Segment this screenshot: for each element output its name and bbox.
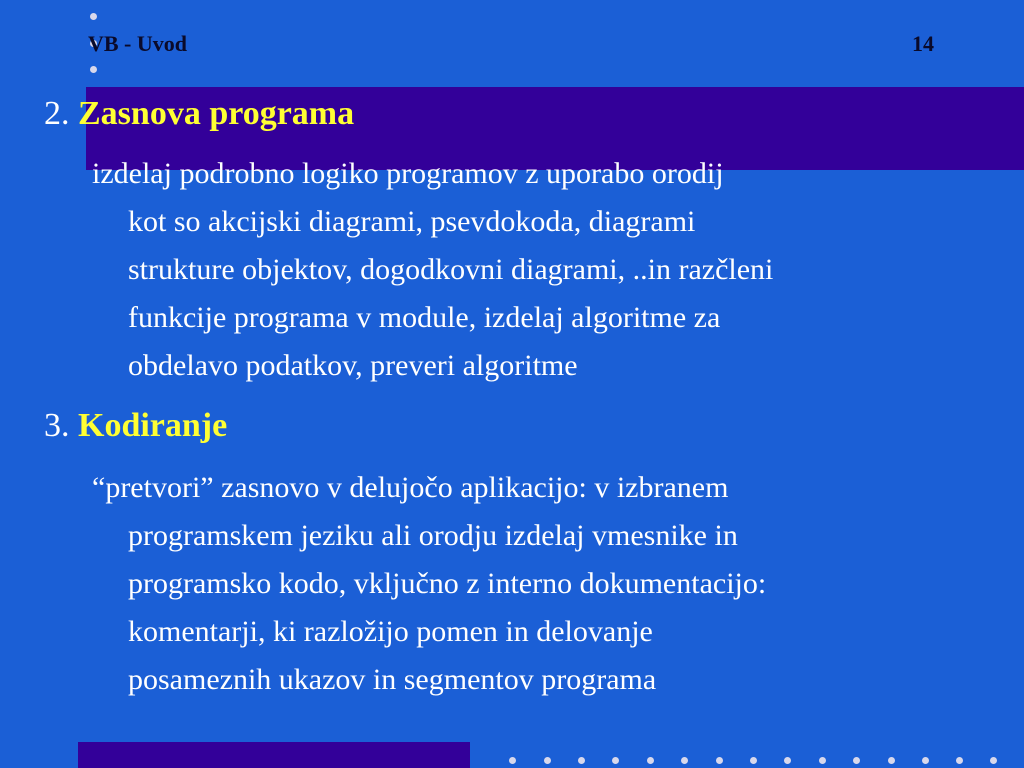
decor-dot [647, 757, 654, 764]
decor-dot [819, 757, 826, 764]
decor-dot [784, 757, 791, 764]
section-title: Kodiranje [78, 407, 228, 444]
body-line: programsko kodo, vključno z interno dokumentacijo: [128, 567, 767, 600]
body-line: programskem jeziku ali orodju izdelaj vmesnike in [128, 519, 738, 552]
decor-dot [750, 757, 757, 764]
decor-dot [612, 757, 619, 764]
section-number: 3. [44, 407, 70, 444]
decor-dot [716, 757, 723, 764]
body-line: funkcije programa v module, izdelaj algoritme za [128, 301, 721, 334]
decor-dot [990, 757, 997, 764]
decor-dot [956, 757, 963, 764]
decor-dot [90, 13, 97, 20]
decor-dot [544, 757, 551, 764]
section-body-zasnova [92, 150, 1012, 390]
body-line: obdelavo podatkov, preveri algoritme [128, 349, 578, 382]
body-line: strukture objektov, dogodkovni diagrami, ..in razčleni [128, 253, 774, 286]
section-number: 2. [44, 95, 70, 132]
decor-dot [888, 757, 895, 764]
decor-dot [853, 757, 860, 764]
body-line: posameznih ukazov in segmentov programa [128, 663, 657, 696]
slide-page-number: 14 [912, 31, 934, 56]
section-heading-zasnova [44, 94, 354, 134]
body-line: “pretvori” zasnovo v delujočo aplikacijo: v izbranem [92, 471, 729, 504]
decor-dot [578, 757, 585, 764]
decor-dot [90, 66, 97, 73]
section-heading-kodiranje [44, 406, 227, 446]
section-title: Zasnova programa [78, 95, 355, 132]
decor-dot [509, 757, 516, 764]
decor-dot [681, 757, 688, 764]
decor-dot [922, 757, 929, 764]
body-line: komentarji, ki razložijo pomen in delovanje [128, 615, 653, 648]
body-line: izdelaj podrobno logiko programov z uporabo orodij [92, 157, 724, 190]
decor-bottom-band [78, 742, 470, 768]
slide-header-title: VB - Uvod [88, 31, 188, 56]
section-body-kodiranje [92, 464, 1012, 704]
body-line: kot so akcijski diagrami, psevdokoda, diagrami [128, 205, 696, 238]
